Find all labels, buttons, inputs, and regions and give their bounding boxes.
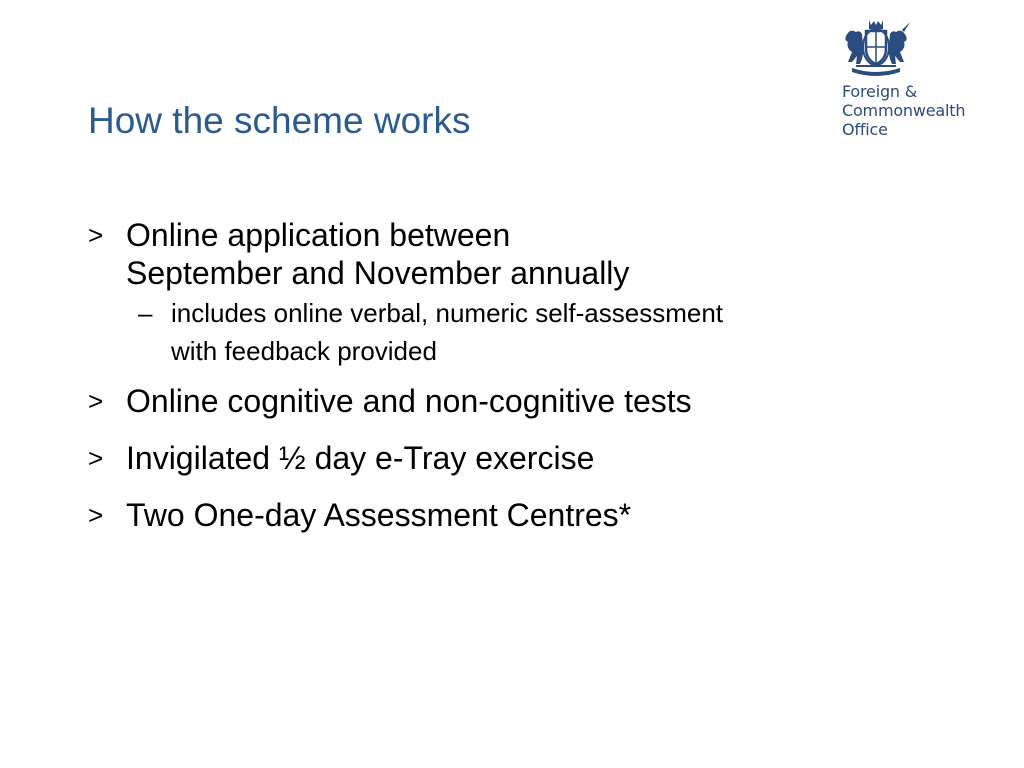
bullet-item [88,496,968,534]
bullet-item [88,439,968,477]
logo-line-2: Commonwealth [842,101,966,120]
logo-line-1: Foreign & [842,82,917,101]
slide-title: How the scheme works [88,100,471,141]
bullet-text: Online application between [126,217,511,253]
sub-bullet-text: includes online verbal, numeric self-assessment [171,298,724,328]
coat-of-arms-icon [840,18,912,80]
bullet-text: Invigilated ½ day e-Tray exercise [126,440,595,476]
bullet-list [88,216,968,534]
bullet-text: Two One-day Assessment Centres* [126,497,632,533]
sub-bullet-marker: – [138,298,153,328]
logo-wordmark [842,82,965,139]
bullet-marker: > [88,386,104,416]
bullet-item [88,216,968,292]
bullet-text: Online cognitive and non-cognitive tests [126,383,692,419]
fco-logo [838,18,988,140]
bullet-item [88,382,968,420]
bullet-text: September and November annually [126,255,630,291]
sub-bullet-item [88,294,968,370]
sub-bullet-text: with feedback provided [171,336,437,366]
bullet-marker: > [88,443,104,473]
bullet-marker: > [88,220,104,250]
logo-line-3: Office [842,120,888,139]
bullet-marker: > [88,500,104,530]
